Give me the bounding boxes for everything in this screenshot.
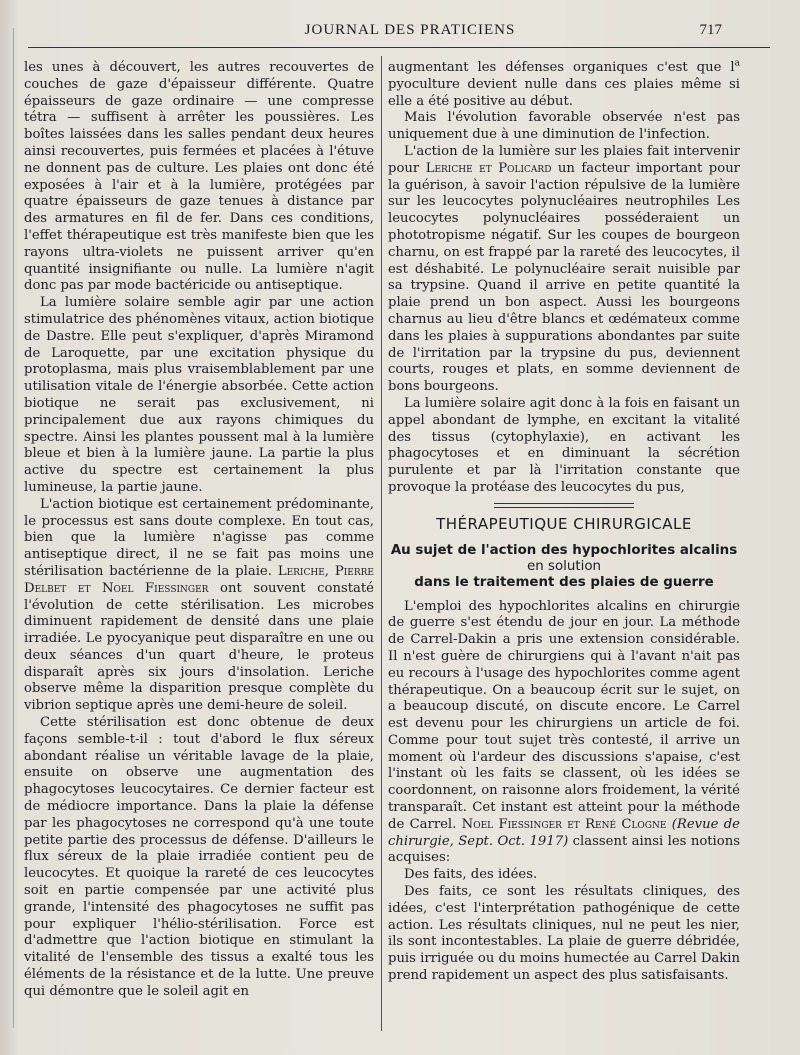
paragraph	[388, 599, 740, 868]
left-column	[24, 60, 374, 1045]
article-title-line: dans le traitement des plaies de guerre	[414, 574, 714, 590]
paragraph: La lumière solaire agit donc à la fois en faisant un appel abondant de lymphe, en excitant la vitalité des tissus (cytophylaxie), en activant les phagocytoses et en diminuant la sécrétion purulente et par là l'irritation constante que provoque la protéase des leucocytes du pus,	[388, 395, 740, 495]
paragraph: les unes à découvert, les autres recouvertes de couches de gaze d'épaisseur différente. Quatre épaisseurs de gaze ordinaire — une compresse tétra — suffisent à arrêter les poussières. Les boîtes laissées dans les salles pendant deux heures ainsi recouvertes, puis fermées et placées à l'étuve ne donnent pas de culture. Les plaies ont donc été exposées à l'air et à la lumière, protégées par quatre épaisseurs de gaze tenues à distance par des armatures en fil de fer. Dans ces conditions, l'effet thérapeutique est très manifeste bien que les rayons ultra-violets ne puissent arriver qu'en quantité insignifiante ou nulle. La lumière n'agit donc pas par mode bactéricide ou antiseptique.	[24, 60, 374, 294]
page-number: 717	[699, 22, 722, 38]
paragraph-text: augmentant les défenses organiques c'est que l	[388, 60, 735, 75]
paragraph-text: un facteur important pour la guérison, à savoir l'action répulsive de la lumière sur les leucocytes polynucléaires neutrophiles Les leucocytes polynucléaires posséderaient un phototropisme négatif. Sur les coupes de bourgeon charnu, on est frappé par la rareté des leucocytes, il est déshabité. Le polynucléaire serait nuisible par sa trypsine. Quand il arrive en petite quantité la plaie prend un bon aspect. Aussi les bourgeons charnus au lieu d'être blancs et œdémateux comme dans les plaies à suppurations abondantes par suite de l'irritation par la trypsine du pus, deviennent courts, rouges et plats, en somme deviennent de bons bourgeons.	[388, 160, 740, 395]
paragraph: Des faits, des idées.	[404, 867, 538, 883]
article-title-line: Au sujet de l'action des hypochlorites alcalins	[390, 542, 738, 558]
paragraph-text: L'emploi des hypochlorites alcalins en chirurgie de guerre s'est étendu de jour en jour. La méthode de Carrel-Dakin a pris une extension considérable. Il n'est guère de chirurgiens qui à l'avant n'ait pas eu recours à l'usage des hypochlorites comme agent thérapeutique. On a beaucoup écrit sur le sujet, on a beaucoup discuté, on discute encore. Le Carrel est devenu pour les chirurgiens un article de foi. Comme pour tout sujet très contesté, il arrive un moment où l'ardeur des discussions s'apaise, c'est l'instant où les faits se classent, où les idées se coordonnent, on raisonne alors froidement, la vérité transparaît. Cet instant est atteint pour la méthode de Carrel.	[388, 598, 740, 832]
paragraph: Mais l'évolution favorable observée n'est pas uniquement due à une diminution de l'infection.	[388, 110, 740, 143]
column-divider	[381, 56, 382, 1031]
paragraph: Des faits, ce sont les résultats cliniques, des idées, c'est l'interprétation pathogénique de cette action. Les résultats cliniques, nul ne peut les nier, ils sont incontestables. La plaie de guerre débridée, puis irriguée ou du moins humectée au Carrel Dakin prend rapidement un aspect des plus satisfaisants.	[388, 884, 740, 984]
paragraph	[388, 60, 740, 110]
section-title: THÉRAPEUTIQUE CHIRURGICALE	[436, 514, 692, 533]
author-names: Leriche, Pierre Delbet et Noel Fiessinger	[24, 563, 374, 596]
running-title: JOURNAL DES PRATICIENS	[304, 22, 516, 38]
paragraph: Cette stérilisation est donc obtenue de deux façons semble-t-il : tout d'abord le flux séreux abondant réalise un véritable lavage de la plaie, ensuite on observe une augmentation des phagocytoses leucocytaires. Ce dernier facteur est de médiocre importance. Dans la plaie la défense par les phagocytoses ne correspond qu'à une toute petite partie des processus de défense. D'ailleurs le flux séreux de la plaie irradiée contient peu de leucocytes. Et quoique la rareté de ces leucocytes soit en partie compensée par une activité plus grande, l'intensité des phagocytoses ne suffit pas pour expliquer l'hélio-stérilisation. Force est d'admettre que l'action biotique en stimulant la vitalité de l'ensemble des tissus a exalté tous les éléments de la résistance et de la lutte. Une preuve qui démontre que le soleil agit en	[24, 715, 374, 999]
page-header	[40, 20, 780, 46]
paragraph-text: L'action biotique est certainement prédominante, le processus est sans doute complexe. En tout cas, bien que la lumière n'agisse pas comme antiseptique direct, il ne se fait pas moins une stérilisation bactérienne de la plaie.	[24, 496, 374, 579]
article-title	[388, 543, 740, 591]
header-rule	[28, 47, 770, 48]
paragraph-text: classent ainsi les notions acquises:	[388, 833, 740, 866]
author-names: Leriche et Policard	[425, 160, 552, 176]
page-margin-line	[13, 28, 14, 1028]
section-separator	[494, 503, 634, 508]
paragraph-text: L'action de la lumière sur les plaies fait intervenir pour	[388, 143, 740, 176]
paragraph-text: ont souvent constaté l'évolution de cette stérilisation. Les microbes diminuent rapidement de densité dans une plaie irradiée. Le pyocyanique peut disparaître en une ou deux séances d'un quart d'heure, le proteus disparaît après six jours d'insolation. Leriche observe même la disparition presque complète du vibrion septique après une demi-heure de soleil.	[24, 580, 374, 714]
citation: (Revue de chirurgie, Sept. Oct. 1917)	[388, 816, 740, 849]
paragraph: La lumière solaire semble agir par une action stimulatrice des phénomènes vitaux, action biotique de Dastre. Elle peut s'expliquer, d'après Miramond de Laroquette, par une excitation physique du protoplasma, mais plus vraisemblablement par une utilisation vitale de l'énergie absorbée. Cette action biotique ne serait pas exclusivement, ni principalement due aux rayons chimiques du spectre. Ainsi les plantes poussent mal à la lumière bleue et bien à la lumière jaune. La partie la plus active du spectre est certainement la plus lumineuse, la partie jaune.	[24, 295, 374, 495]
author-names: Noel Fiessinger et René Clogne	[461, 816, 667, 832]
paragraph-text: pyoculture devient nulle dans ces plaies même si elle a été positive au début.	[388, 76, 740, 109]
right-column	[388, 60, 740, 1045]
paragraph	[24, 497, 374, 715]
article-title-line: en solution	[526, 558, 601, 574]
paragraph	[388, 144, 740, 396]
footnote-mark: a	[734, 60, 740, 69]
